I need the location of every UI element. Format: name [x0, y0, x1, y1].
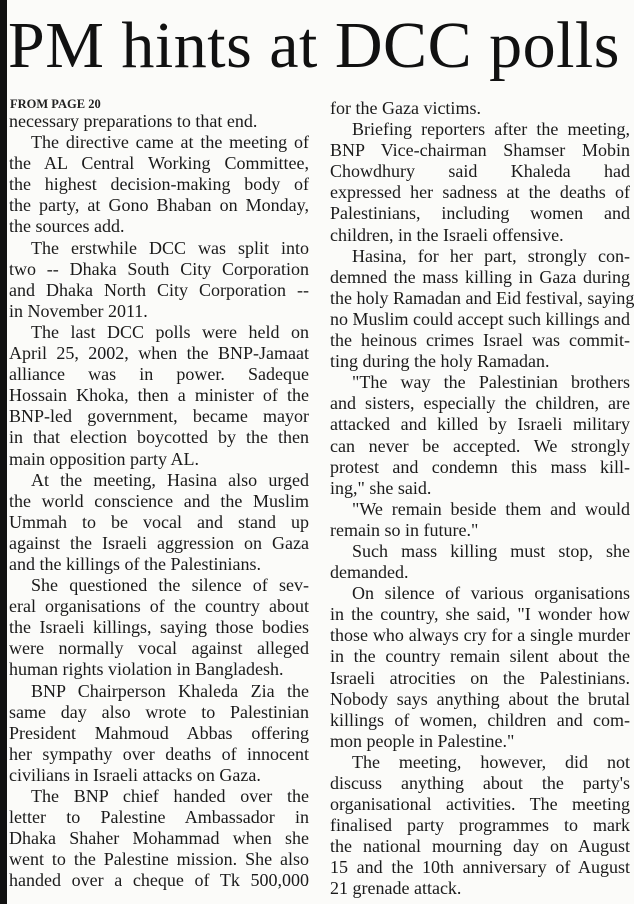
text-line: The directive came at the meeting of	[31, 132, 309, 153]
text-line: finalised party programmes to mark	[330, 815, 630, 836]
text-line: discuss anything about the party's	[330, 773, 630, 793]
text-line: against the Israeli aggression on Gaza	[9, 532, 309, 553]
article-paragraph	[9, 238, 309, 322]
article-paragraph	[330, 372, 630, 499]
text-line: Briefing reporters after the meeting,	[352, 119, 630, 140]
text-line: Ummah to be vocal and stand up	[9, 511, 309, 532]
text-line: those who always cry for a single murder	[330, 625, 630, 646]
text-line: and the killings of the Palestinians.	[9, 553, 261, 574]
text-line: the heinous crimes Israel was commit-	[330, 330, 630, 351]
text-line: her sympathy over deaths of innocent	[9, 743, 309, 764]
text-line: The BNP chief handed over the	[31, 786, 309, 806]
text-line: letter to Palestine Ambassador in	[9, 807, 309, 828]
article-headline: PM hints at DCC polls	[8, 9, 620, 82]
text-line: mon people in Palestine."	[330, 730, 515, 751]
article-paragraph	[9, 786, 309, 891]
continued-from-label: FROM PAGE 20	[10, 97, 101, 111]
text-line: At the meeting, Hasina also urged	[31, 469, 309, 490]
text-line: two -- Dhaka South City Corporation	[9, 258, 309, 279]
article-paragraph	[330, 98, 630, 119]
article-paragraph	[330, 245, 634, 373]
text-line: ting during the holy Ramadan.	[330, 351, 550, 372]
article-paragraph	[9, 111, 309, 132]
article-paragraph	[9, 322, 309, 470]
text-line: the sources add.	[9, 216, 125, 237]
text-line: necessary preparations to that end.	[9, 111, 258, 131]
text-line: remain so in future."	[330, 519, 479, 540]
article-paragraph	[9, 470, 309, 575]
article-column-left	[9, 111, 309, 891]
text-line: Hossain Khoka, then a minister of the	[9, 385, 309, 406]
text-line: main opposition party AL.	[9, 448, 199, 469]
text-line: "We remain beside them and would	[352, 498, 630, 519]
text-line: President Mahmoud Abbas offering	[9, 722, 309, 743]
text-line: expressed her sadness at the deaths of	[330, 182, 630, 203]
text-line: and Dhaka North City Corporation --	[9, 279, 309, 300]
text-line: can never be accepted. We strongly	[330, 435, 630, 456]
text-line: 21 grenade attack.	[330, 878, 462, 899]
text-line: "The way the Palestinian brothers	[352, 372, 630, 393]
article-paragraph	[9, 132, 309, 237]
scan-edge-shadow	[0, 0, 7, 904]
text-line: children, in the Israeli offensive.	[330, 224, 564, 245]
text-line: in November 2011.	[9, 300, 148, 321]
text-line: the Israeli killings, saying those bodies	[9, 617, 309, 638]
text-line: alliance was in power. Sadeque	[9, 364, 309, 385]
text-line: organisational activities. The meeting	[330, 794, 630, 815]
text-line: in that election boycotted by the then	[9, 427, 309, 448]
article-paragraph	[330, 499, 630, 541]
text-line: Hasina, for her part, strongly con-	[352, 245, 630, 266]
text-line: the party, at Gono Bhaban on Monday,	[9, 195, 309, 216]
article-paragraph	[9, 575, 309, 680]
text-line: human rights violation in Bangladesh.	[9, 659, 284, 680]
text-line: the AL Central Working Committee,	[9, 153, 309, 174]
article-paragraph	[330, 583, 630, 752]
text-line: BNP Chairperson Khaleda Zia the	[31, 680, 309, 701]
text-line: protest and condemn this mass kill-	[330, 456, 630, 477]
text-line: She questioned the silence of sev-	[31, 575, 309, 596]
article-column-right	[330, 98, 634, 900]
text-line: ing," she said.	[330, 477, 432, 498]
text-line: civilians in Israeli attacks on Gaza.	[9, 764, 261, 785]
text-line: BNP Vice-chairman Shamser Mobin	[330, 140, 630, 161]
text-line: no Muslim could accept such killings and	[330, 308, 630, 329]
text-line: the holy Ramadan and Eid festival, saying	[330, 287, 634, 308]
text-line: eral organisations of the country about	[9, 596, 309, 617]
text-line: went to the Palestine mission. She also	[9, 849, 309, 870]
text-line: were normally vocal against alleged	[9, 638, 309, 659]
article-paragraph	[330, 119, 630, 246]
text-line: in the country remain silent about the	[330, 646, 630, 667]
text-line: for the Gaza victims.	[330, 98, 481, 118]
article-paragraph	[330, 541, 630, 583]
text-line: in the country, she said, "I wonder how	[330, 604, 630, 625]
text-line: The erstwhile DCC was split into	[31, 237, 309, 258]
article-paragraph	[330, 752, 630, 900]
article-paragraph	[9, 681, 309, 786]
text-line: BNP-led government, became mayor	[9, 406, 309, 427]
text-line: April 25, 2002, when the BNP-Jamaat	[9, 343, 309, 364]
text-line: the world conscience and the Muslim	[9, 490, 309, 511]
text-line: the national mourning day on August	[330, 836, 630, 857]
text-line: attacked and killed by Israeli military	[330, 414, 630, 435]
text-line: The last DCC polls were held on	[31, 321, 309, 342]
text-line: killings of women, children and com-	[330, 709, 630, 730]
text-line: Such mass killing must stop, she	[352, 540, 630, 561]
text-line: handed over a cheque of Tk 500,000	[9, 870, 309, 891]
text-line: Chowdhury said Khaleda had	[330, 161, 630, 182]
text-line: and sisters, especially the children, are	[330, 393, 630, 414]
text-line: the highest decision-making body of	[9, 174, 309, 195]
text-line: The meeting, however, did not	[352, 751, 630, 772]
text-line: 15 and the 10th anniversary of August	[330, 857, 630, 878]
text-line: demanded.	[330, 562, 409, 583]
text-line: same day also wrote to Palestinian	[9, 701, 309, 722]
text-line: demned the mass killing in Gaza during	[330, 266, 630, 287]
text-line: Palestinians, including women and	[330, 203, 630, 224]
text-line: On silence of various organisations	[352, 583, 630, 604]
text-line: Dhaka Shaher Mohammad when she	[9, 828, 309, 849]
text-line: Israeli atrocities on the Palestinians.	[330, 667, 630, 688]
text-line: Nobody says anything about the brutal	[330, 688, 630, 709]
